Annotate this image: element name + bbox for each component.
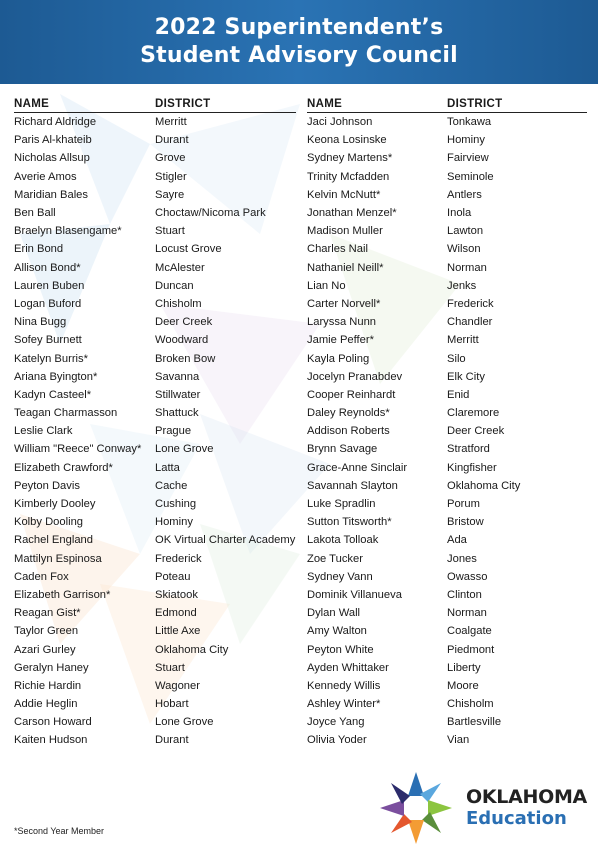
member-name: Addison Roberts xyxy=(307,425,390,438)
member-district: Chisholm xyxy=(447,698,494,711)
member-name: Maridian Bales xyxy=(14,188,88,201)
table-row xyxy=(14,677,296,695)
column-header-name: NAME xyxy=(14,98,50,110)
table-row xyxy=(307,695,587,713)
member-district: Claremore xyxy=(447,407,500,420)
member-district: Latta xyxy=(155,461,180,474)
member-district: Frederick xyxy=(155,552,202,565)
member-name: Lian No xyxy=(307,279,346,292)
table-row xyxy=(307,386,587,404)
member-district: Coalgate xyxy=(447,625,492,638)
member-district: Bristow xyxy=(447,516,484,529)
member-name: Sydney Vann xyxy=(307,570,373,583)
member-name: Geralyn Haney xyxy=(14,661,89,674)
member-name: Katelyn Burris* xyxy=(14,352,88,365)
member-district: Stuart xyxy=(155,225,185,238)
member-district: Poteau xyxy=(155,570,191,583)
member-name: Jonathan Menzel* xyxy=(307,207,397,220)
member-name: Savannah Slayton xyxy=(307,479,398,492)
member-name: Peyton Davis xyxy=(14,479,80,492)
member-name: Richard Aldridge xyxy=(14,116,97,129)
member-name: Mattilyn Espinosa xyxy=(14,552,102,565)
roster-table-right xyxy=(307,93,587,750)
member-name: Addie Heglin xyxy=(14,698,78,711)
member-district: Hominy xyxy=(447,134,485,147)
member-district: Sayre xyxy=(155,188,185,201)
member-name: Kennedy Willis xyxy=(307,679,381,692)
footnote: *Second Year Member xyxy=(14,826,105,836)
table-row xyxy=(307,713,587,731)
table-row xyxy=(14,222,296,240)
member-district: Lone Grove xyxy=(155,443,214,456)
table-row xyxy=(307,368,587,386)
member-name: Braelyn Blasengame* xyxy=(14,225,122,238)
member-district: Inola xyxy=(447,207,472,220)
member-district: Norman xyxy=(447,607,487,620)
table-row xyxy=(307,204,587,222)
member-district: Wagoner xyxy=(155,679,200,692)
table-header xyxy=(307,93,587,113)
table-row xyxy=(307,677,587,695)
table-body-right xyxy=(307,113,587,750)
member-name: Peyton White xyxy=(307,643,374,656)
member-name: Ashley Winter* xyxy=(307,698,381,711)
member-district: Broken Bow xyxy=(155,352,216,365)
member-name: Daley Reynolds* xyxy=(307,407,390,420)
member-district: Hobart xyxy=(155,698,189,711)
member-name: Rachel England xyxy=(14,534,93,547)
member-name: Dominik Villanueva xyxy=(307,588,402,601)
table-row xyxy=(307,495,587,513)
table-row xyxy=(14,422,296,440)
member-name: Lauren Buben xyxy=(14,279,85,292)
member-district: Prague xyxy=(155,425,192,438)
table-row xyxy=(14,604,296,622)
member-name: Keona Losinske xyxy=(307,134,387,147)
table-row xyxy=(307,586,587,604)
table-row xyxy=(307,113,587,131)
member-district: Lone Grove xyxy=(155,716,214,729)
member-name: Jamie Peffer* xyxy=(307,334,374,347)
member-district: Silo xyxy=(447,352,466,365)
member-district: Duncan xyxy=(155,279,194,292)
table-row xyxy=(14,295,296,313)
member-name: Charles Nail xyxy=(307,243,368,256)
member-name: Sydney Martens* xyxy=(307,152,393,165)
member-name: Logan Buford xyxy=(14,297,82,310)
member-district: Durant xyxy=(155,734,189,747)
member-district: Stuart xyxy=(155,661,185,674)
page-header xyxy=(0,0,598,84)
table-row xyxy=(307,568,587,586)
member-district: Elk City xyxy=(447,370,485,383)
member-name: Cooper Reinhardt xyxy=(307,388,396,401)
table-row xyxy=(14,313,296,331)
column-header-district: DISTRICT xyxy=(447,98,503,110)
member-district: Cache xyxy=(155,479,188,492)
table-row xyxy=(307,131,587,149)
member-district: Tonkawa xyxy=(447,116,492,129)
member-district: Oklahoma City xyxy=(447,479,521,492)
member-district: Owasso xyxy=(447,570,488,583)
member-district: Merritt xyxy=(447,334,479,347)
member-name: Zoe Tucker xyxy=(307,552,363,565)
member-name: Sutton Titsworth* xyxy=(307,516,392,529)
member-name: Caden Fox xyxy=(14,570,69,583)
table-row xyxy=(14,440,296,458)
member-name: Amy Walton xyxy=(307,625,367,638)
member-name: Teagan Charmasson xyxy=(14,407,118,420)
member-name: Averie Amos xyxy=(14,170,77,183)
member-district: Vian xyxy=(447,734,470,747)
member-district: Hominy xyxy=(155,516,193,529)
member-name: Elizabeth Crawford* xyxy=(14,461,113,474)
member-name: Erin Bond xyxy=(14,243,64,256)
member-district: Bartlesville xyxy=(447,716,502,729)
member-district: Clinton xyxy=(447,588,482,601)
table-row xyxy=(307,168,587,186)
member-district: Deer Creek xyxy=(447,425,505,438)
table-row xyxy=(14,277,296,295)
member-name: Paris Al-khateib xyxy=(14,134,92,147)
member-district: Jones xyxy=(447,552,477,565)
table-row xyxy=(14,640,296,658)
table-row xyxy=(14,622,296,640)
member-name: Ayden Whittaker xyxy=(307,661,389,674)
member-name: Richie Hardin xyxy=(14,679,82,692)
member-name: Kaiten Hudson xyxy=(14,734,88,747)
table-row xyxy=(14,586,296,604)
table-row xyxy=(14,731,296,749)
table-row xyxy=(307,186,587,204)
table-row xyxy=(14,349,296,367)
member-district: OK Virtual Charter Academy xyxy=(155,534,296,547)
member-district: Cushing xyxy=(155,498,197,511)
member-district: McAlester xyxy=(155,261,205,274)
table-body-left xyxy=(14,113,296,750)
member-district: Grove xyxy=(155,152,186,165)
table-row xyxy=(307,531,587,549)
member-district: Chisholm xyxy=(155,297,202,310)
member-name: Olivia Yoder xyxy=(307,734,367,747)
table-row xyxy=(14,531,296,549)
member-name: Ariana Byington* xyxy=(14,370,98,383)
table-header xyxy=(14,93,296,113)
member-district: Piedmont xyxy=(447,643,495,656)
member-district: Locust Grove xyxy=(155,243,222,256)
table-row xyxy=(14,168,296,186)
member-district: Merritt xyxy=(155,116,187,129)
table-row xyxy=(14,404,296,422)
member-name: Carter Norvell* xyxy=(307,297,381,310)
member-district: Choctaw/Nicoma Park xyxy=(155,207,266,220)
member-name: Kadyn Casteel* xyxy=(14,388,92,401)
table-row xyxy=(307,622,587,640)
table-row xyxy=(307,349,587,367)
roster-table-left xyxy=(14,93,296,750)
member-district: Little Axe xyxy=(155,625,201,638)
table-row xyxy=(307,259,587,277)
star-logo-icon xyxy=(378,770,454,846)
member-name: Nicholas Allsup xyxy=(14,152,90,165)
member-name: Sofey Burnett xyxy=(14,334,82,347)
member-name: Kelvin McNutt* xyxy=(307,188,381,201)
page-title-line2: Student Advisory Council xyxy=(140,43,458,68)
table-row xyxy=(307,459,587,477)
member-name: Luke Spradlin xyxy=(307,498,376,511)
table-row xyxy=(307,659,587,677)
table-row xyxy=(14,550,296,568)
member-district: Durant xyxy=(155,134,189,147)
table-row xyxy=(14,368,296,386)
table-row xyxy=(307,731,587,749)
member-name: Nathaniel Neill* xyxy=(307,261,384,274)
member-district: Wilson xyxy=(447,243,481,256)
member-district: Liberty xyxy=(447,661,481,674)
member-district: Frederick xyxy=(447,297,494,310)
member-name: Taylor Green xyxy=(14,625,79,638)
table-row xyxy=(307,404,587,422)
member-name: Kayla Poling xyxy=(307,352,370,365)
member-district: Porum xyxy=(447,498,480,511)
column-header-district: DISTRICT xyxy=(155,98,211,110)
table-row xyxy=(14,113,296,131)
member-district: Fairview xyxy=(447,152,489,165)
table-row xyxy=(14,259,296,277)
member-name: Jaci Johnson xyxy=(307,116,373,129)
table-row xyxy=(307,277,587,295)
member-district: Skiatook xyxy=(155,588,198,601)
member-district: Deer Creek xyxy=(155,316,213,329)
member-name: Azari Gurley xyxy=(14,643,76,656)
member-name: Leslie Clark xyxy=(14,425,73,438)
member-name: Brynn Savage xyxy=(307,443,378,456)
table-row xyxy=(14,204,296,222)
table-row xyxy=(14,331,296,349)
member-district: Moore xyxy=(447,679,479,692)
member-name: Kimberly Dooley xyxy=(14,498,96,511)
member-name: Kolby Dooling xyxy=(14,516,84,529)
table-row xyxy=(14,568,296,586)
member-district: Enid xyxy=(447,388,470,401)
member-name: William "Reece" Conway* xyxy=(14,443,142,456)
table-row xyxy=(307,550,587,568)
member-district: Antlers xyxy=(447,188,482,201)
table-row xyxy=(307,477,587,495)
table-row xyxy=(14,477,296,495)
page-title-line1: 2022 Superintendent’s xyxy=(154,15,444,40)
oklahoma-education-logo xyxy=(378,768,588,844)
member-name: Nina Bugg xyxy=(14,316,67,329)
member-name: Carson Howard xyxy=(14,716,92,729)
member-district: Stratford xyxy=(447,443,490,456)
column-header-name: NAME xyxy=(307,98,343,110)
member-district: Chandler xyxy=(447,316,493,329)
member-district: Stillwater xyxy=(155,388,201,401)
member-district: Oklahoma City xyxy=(155,643,229,656)
table-row xyxy=(307,149,587,167)
member-district: Lawton xyxy=(447,225,484,238)
table-row xyxy=(307,222,587,240)
table-row xyxy=(14,186,296,204)
table-row xyxy=(307,422,587,440)
table-row xyxy=(307,440,587,458)
member-district: Savanna xyxy=(155,370,200,383)
member-name: Ben Ball xyxy=(14,207,56,220)
table-row xyxy=(307,604,587,622)
table-row xyxy=(14,131,296,149)
table-row xyxy=(14,240,296,258)
member-district: Stigler xyxy=(155,170,187,183)
member-name: Trinity Mcfadden xyxy=(307,170,390,183)
logo-text-education: Education xyxy=(466,808,567,829)
member-name: Grace-Anne Sinclair xyxy=(307,461,408,474)
member-district: Kingfisher xyxy=(447,461,497,474)
table-row xyxy=(14,695,296,713)
table-row xyxy=(14,659,296,677)
member-name: Lakota Tolloak xyxy=(307,534,379,547)
member-name: Laryssa Nunn xyxy=(307,316,377,329)
table-row xyxy=(14,386,296,404)
member-district: Ada xyxy=(447,534,467,547)
table-row xyxy=(307,513,587,531)
member-district: Jenks xyxy=(447,279,477,292)
logo-text-oklahoma: OKLAHOMA xyxy=(466,786,587,808)
table-row xyxy=(307,313,587,331)
table-row xyxy=(14,495,296,513)
member-district: Seminole xyxy=(447,170,494,183)
table-row xyxy=(307,295,587,313)
member-district: Edmond xyxy=(155,607,197,620)
table-row xyxy=(14,713,296,731)
table-row xyxy=(307,331,587,349)
member-name: Elizabeth Garrison* xyxy=(14,588,111,601)
member-name: Madison Muller xyxy=(307,225,383,238)
member-name: Jocelyn Pranabdev xyxy=(307,370,403,383)
member-name: Dylan Wall xyxy=(307,607,361,620)
table-row xyxy=(14,513,296,531)
member-name: Reagan Gist* xyxy=(14,607,81,620)
member-name: Allison Bond* xyxy=(14,261,81,274)
table-row xyxy=(14,149,296,167)
member-district: Shattuck xyxy=(155,407,199,420)
member-district: Norman xyxy=(447,261,487,274)
table-row xyxy=(307,240,587,258)
table-row xyxy=(307,640,587,658)
member-name: Joyce Yang xyxy=(307,716,365,729)
member-district: Woodward xyxy=(155,334,209,347)
table-row xyxy=(14,459,296,477)
